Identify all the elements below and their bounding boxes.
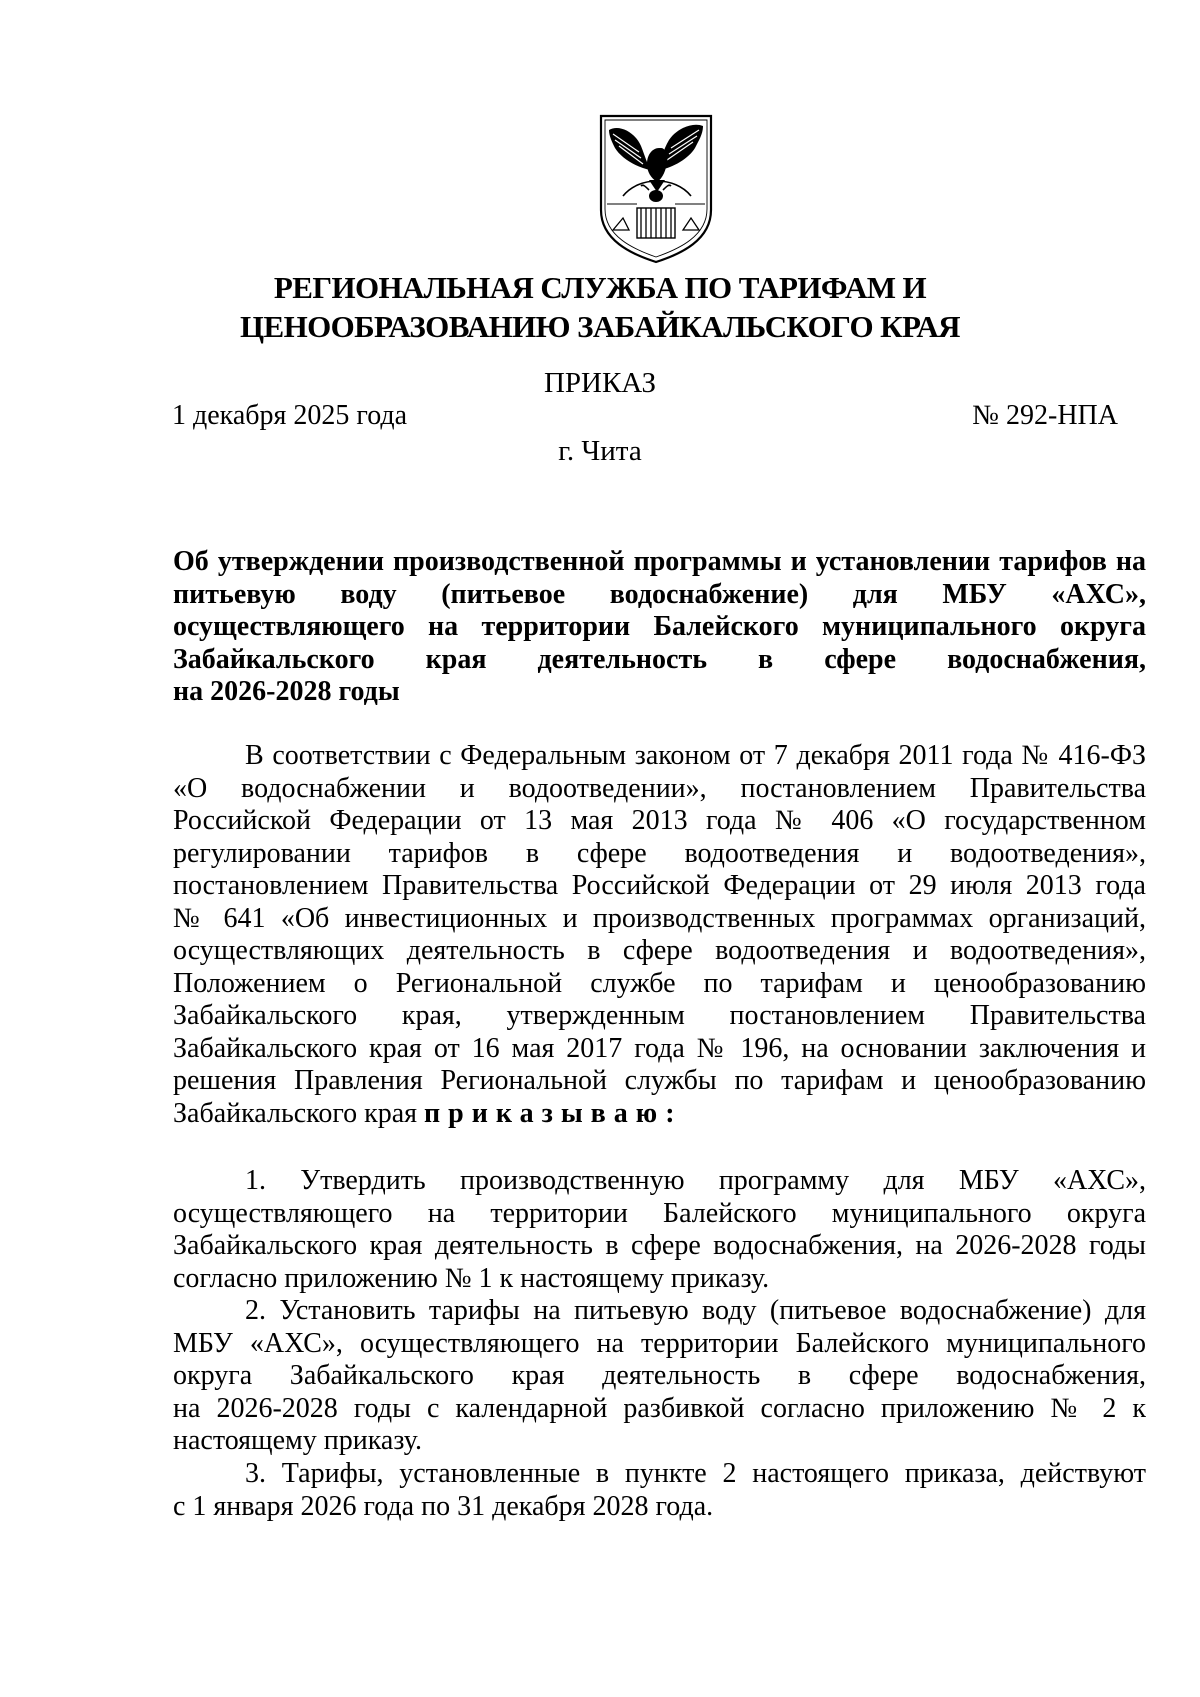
- subject-title-line: Об утверждении производственной программы и установлении тарифов на: [173, 546, 1146, 577]
- document-city: г. Чита: [558, 435, 642, 467]
- document-subject-title: [173, 546, 1146, 709]
- item-2-line: МБУ «АХС», осуществляющего на территории Балейского муниципального: [173, 1327, 1146, 1359]
- preamble-line: Российской Федерации от 13 мая 2013 года № 406 «О государственном: [173, 805, 1146, 836]
- preamble-line: В соответствии с Федеральным законом от 7 декабря 2011 года № 416-ФЗ: [245, 740, 1146, 771]
- item-1-line: 1. Утвердить производственную программу для МБУ «АХС»,: [245, 1165, 1146, 1196]
- subject-title-line: Забайкальского края деятельность в сфере водоснабжения,: [173, 643, 1146, 675]
- preamble-line: № 641 «Об инвестиционных и производственных программах организаций,: [173, 902, 1146, 934]
- preamble-line: решения Правления Региональной службы по тарифам и ценообразованию: [173, 1065, 1146, 1096]
- preamble-paragraph: [173, 740, 1146, 1130]
- organization-title-line-2: ЦЕНООБРАЗОВАНИЮ ЗАБАЙКАЛЬСКОГО КРАЯ: [240, 309, 960, 344]
- order-item-3: [173, 1458, 1146, 1523]
- subject-title-line: питьевую воду (питьевое водоснабжение) для МБУ «АХС»,: [173, 578, 1146, 610]
- preamble-line-last: [173, 1098, 1146, 1131]
- preamble-line: регулировании тарифов в сфере водоотведения и водоотведения»,: [173, 837, 1146, 869]
- order-item-1: [173, 1165, 1146, 1295]
- preamble-last-text: Забайкальского края: [173, 1097, 418, 1129]
- preamble-line: Положением о Региональной службе по тарифам и ценообразованию: [173, 967, 1146, 999]
- organization-title-line-1: РЕГИОНАЛЬНАЯ СЛУЖБА ПО ТАРИФАМ И: [273, 270, 927, 305]
- preamble-line: Забайкальского края от 16 мая 2017 года № 196, на основании заключения и: [173, 1032, 1146, 1064]
- subject-title-line: на 2026-2028 годы: [173, 676, 400, 707]
- preamble-line: Забайкальского края, утвержденным постановлением Правительства: [173, 1000, 1146, 1031]
- item-3-line: 3. Тарифы, установленные в пункте 2 настоящего приказа, действуют: [245, 1458, 1146, 1489]
- item-3-line: с 1 января 2026 года по 31 декабря 2028 года.: [173, 1490, 714, 1522]
- item-1-line: Забайкальского края деятельность в сфере водоснабжения, на 2026-2028 годы: [173, 1230, 1146, 1261]
- preamble-line: осуществляющих деятельность в сфере водоотведения и водоотведения»,: [173, 935, 1146, 966]
- subject-title-line: осуществляющего на территории Балейского муниципального округа: [173, 611, 1146, 642]
- item-2-line: настоящему приказу.: [173, 1425, 423, 1456]
- item-2-line: округа Забайкальского края деятельность в сфере водоснабжения,: [173, 1360, 1146, 1391]
- item-1-line: осуществляющего на территории Балейского муниципального округа: [173, 1197, 1146, 1229]
- document-number: № 292-НПА: [972, 400, 1118, 431]
- preamble-line: «О водоснабжении и водоотведении», постановлением Правительства: [173, 772, 1146, 804]
- document-date: 1 декабря 2025 года: [172, 400, 408, 431]
- coat-of-arms-icon: [597, 112, 715, 264]
- order-item-2: [173, 1295, 1146, 1458]
- preamble-line: постановлением Правительства Российской Федерации от 29 июля 2013 года: [173, 870, 1146, 901]
- item-2-line: 2. Установить тарифы на питьевую воду (питьевое водоснабжение) для: [245, 1295, 1146, 1326]
- organization-title: [160, 268, 1040, 346]
- item-2-line: на 2026-2028 годы с календарной разбивкой согласно приложению № 2 к: [173, 1392, 1146, 1424]
- orders-word: приказываю:: [424, 1097, 683, 1129]
- document-type: ПРИКАЗ: [543, 367, 657, 399]
- item-1-line: согласно приложению № 1 к настоящему приказу.: [173, 1262, 770, 1294]
